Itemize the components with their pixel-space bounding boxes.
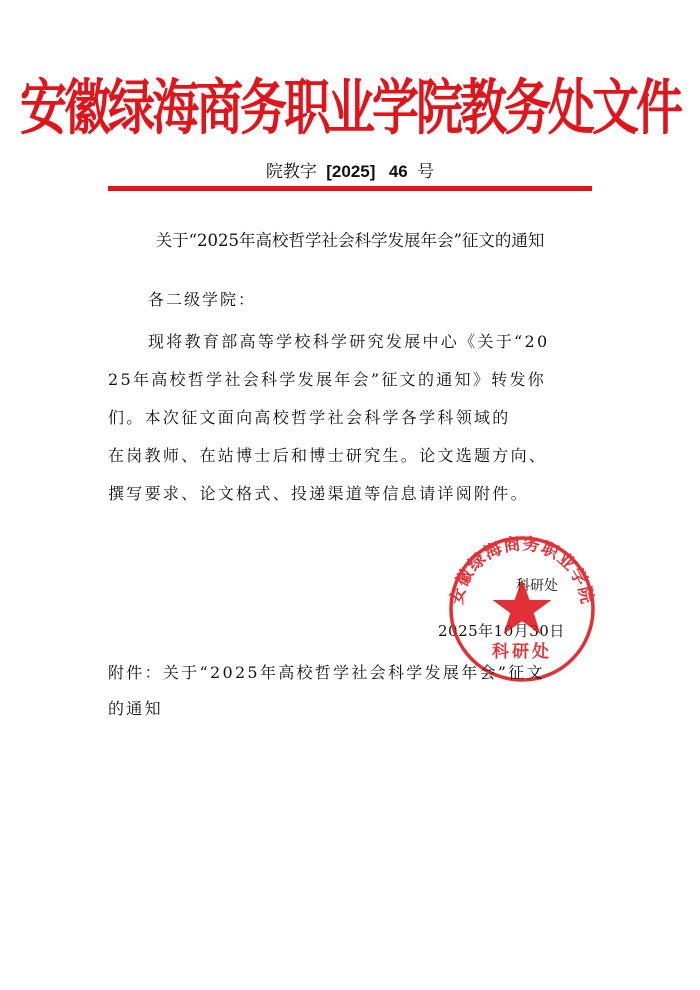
attachment-line: 附件：关于“2025年高校哲学社会科学发展年会”征文 (108, 663, 545, 682)
notice-title: 关于“2025年高校哲学社会科学发展年会”征文的通知 (155, 231, 545, 250)
doc-number-year: [2025] (326, 162, 376, 181)
attachment-note (108, 665, 545, 737)
body-line: 撰写要求、论文格式、投递渠道等信息请详阅附件。 (108, 484, 529, 503)
attachment-line: 的通知 (108, 699, 163, 718)
body-line: 们。本次征文面向高校哲学社会科学各学科领域的 (108, 408, 511, 427)
seal-ring-text: 安徽绿海商务职业学院 (446, 534, 598, 607)
letterhead-title: 安徽绿海商务职业学院教务处文件 (20, 73, 680, 144)
doc-number-prefix: 院教字 (265, 162, 317, 182)
doc-number-value: 46 (388, 162, 408, 181)
signature: 科研处 (516, 578, 558, 594)
document-number (0, 160, 700, 184)
body-line: 25年高校哲学社会科学发展年会”征文的通知》转发你 (108, 370, 547, 389)
salutation: 各二级学院： (148, 290, 257, 309)
body-line: 在岗教师、在站博士后和博士研究生。论文选题方向、 (108, 446, 548, 465)
doc-number-suffix: 号 (417, 162, 435, 182)
body-line: 现将教育部高等学校科学研究发展中心《关于“20 (148, 332, 550, 351)
seal-star-icon (493, 579, 552, 634)
issue-date: 2025年10月30日 (438, 622, 565, 640)
seal-center-text: 科研处 (492, 642, 552, 662)
header-divider (108, 186, 592, 191)
notice-body (108, 334, 590, 524)
